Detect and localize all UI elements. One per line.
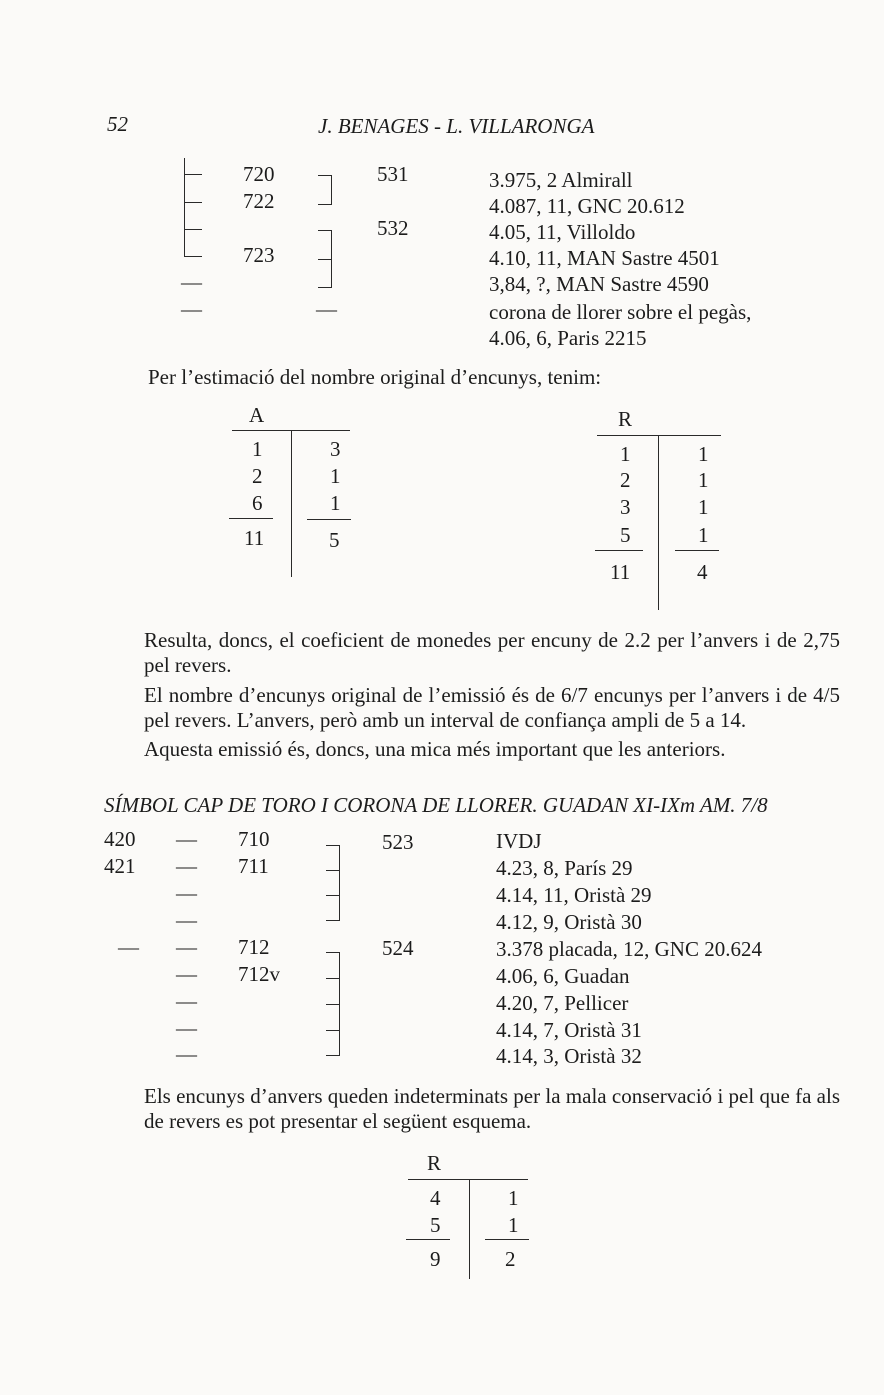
table-cell: 1 [620,442,631,466]
table-cell: 1 [698,523,709,547]
table-cell: 1 [330,464,341,488]
paragraph: Aquesta emissió és, doncs, una mica més important que les anteriors. [144,737,726,761]
dash: — [118,935,139,959]
table-cell: 5 [430,1213,441,1237]
table-cell: 1 [698,442,709,466]
die-number: 710 [238,827,270,851]
table-cell: 2 [252,464,263,488]
paragraph: El nombre d’encunys original de l’emissió és de 6/7 encunys per l’anvers i de 4/5 pel revers. L’anvers, però amb un interval de confiança ampli de 5 a 14. [144,683,840,732]
table-cell: 1 [330,491,341,515]
die-number: 531 [377,162,409,186]
table-cell: 3 [330,437,341,461]
table-header: R [618,407,633,431]
list-item: 4.05, 11, Villoldo [489,220,636,244]
table-cell: 1 [508,1213,519,1237]
dash: — [316,297,337,321]
table-cell: 1 [252,437,263,461]
dash: — [176,881,197,905]
list-item: 4.06, 6, Guadan [496,964,630,988]
list-item: 3.975, 2 Almirall [489,168,633,192]
table-cell: 5 [620,523,631,547]
die-number: 722 [243,189,275,213]
die-number: 532 [377,216,409,240]
dash: — [176,989,197,1013]
dash: — [181,297,202,321]
die-number: 712v [238,962,280,986]
die-number: 524 [382,936,414,960]
list-item: 4.087, 11, GNC 20.612 [489,194,685,218]
table-total: 11 [610,560,631,584]
table-cell: 1 [508,1186,519,1210]
intro-text: Per l’estimació del nombre original d’encunys, tenim: [148,365,602,389]
dash: — [176,854,197,878]
list-item: corona de llorer sobre el pegàs, [489,300,752,324]
list-item: 4.12, 9, Oristà 30 [496,910,642,934]
closing-paragraph: Els encunys d’anvers queden indeterminats per la mala conservació i pel que fa als de revers es pot presentar el següent esquema. [144,1084,840,1133]
list-item: 4.14, 3, Oristà 32 [496,1044,642,1068]
list-item: 4.14, 7, Oristà 31 [496,1018,642,1042]
table-cell: 2 [620,468,631,492]
die-number: 723 [243,243,275,267]
table-total: 11 [244,526,265,550]
table-cell: 6 [252,491,263,515]
list-item: 3.378 placada, 12, GNC 20.624 [496,937,762,961]
table-header: A [249,403,265,427]
die-number: 711 [238,854,269,878]
list-item: 4.14, 11, Oristà 29 [496,883,652,907]
die-number: 523 [382,830,414,854]
die-number: 712 [238,935,270,959]
list-item: 4.06, 6, Paris 2215 [489,326,647,350]
dash: — [176,1016,197,1040]
page-number: 52 [107,112,128,136]
table-cell: 1 [698,495,709,519]
table-header: R [427,1151,442,1175]
list-item: IVDJ [496,829,542,853]
die-number: 420 [104,827,136,851]
list-item: 4.23, 8, París 29 [496,856,633,880]
table-cell: 3 [620,495,631,519]
section-title: SÍMBOL CAP DE TORO I CORONA DE LLORER. GUADAN XI-IXm AM. 7/8 [104,793,768,817]
dash: — [176,1042,197,1066]
dash: — [176,935,197,959]
list-item: 4.10, 11, MAN Sastre 4501 [489,246,720,270]
dash: — [176,962,197,986]
dash: — [181,270,202,294]
die-number: 421 [104,854,136,878]
paragraph: Resulta, doncs, el coeficient de monedes per encuny de 2.2 per l’anvers i de 2,75 pel revers. [144,628,840,677]
table-total: 9 [430,1247,441,1271]
table-total: 5 [329,528,340,552]
dash: — [176,908,197,932]
table-total: 2 [505,1247,516,1271]
running-title: J. BENAGES - L. VILLARONGA [318,114,595,138]
dash: — [176,827,197,851]
die-number: 720 [243,162,275,186]
list-item: 3,84, ?, MAN Sastre 4590 [489,272,709,296]
table-total: 4 [697,560,708,584]
list-item: 4.20, 7, Pellicer [496,991,629,1015]
table-cell: 1 [698,468,709,492]
table-cell: 4 [430,1186,441,1210]
